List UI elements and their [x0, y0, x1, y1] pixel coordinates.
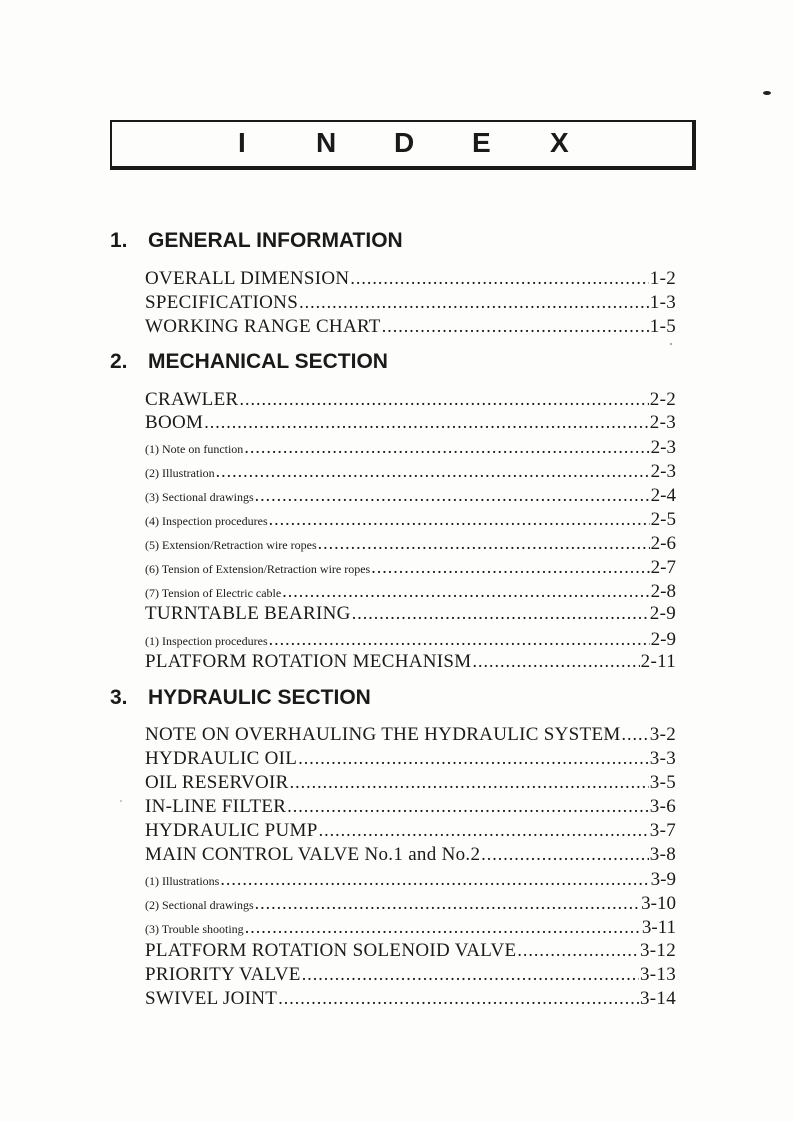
toc-entry[interactable] [145, 509, 676, 531]
scan-speck [763, 91, 771, 95]
section-number: 3. [110, 686, 128, 709]
entry-page: 2-3 [650, 437, 676, 458]
dot-leader [290, 772, 649, 793]
toc-entry[interactable] [145, 869, 676, 891]
toc-entry[interactable] [145, 316, 676, 338]
scan-speck [670, 343, 672, 345]
toc-entry[interactable] [145, 748, 676, 770]
entry-label: (3) Sectional drawings [145, 490, 254, 504]
dot-leader [472, 651, 639, 672]
entry-page: 2-8 [650, 581, 676, 602]
entry-label: PLATFORM ROTATION SOLENOID VALVE [145, 940, 517, 961]
entry-page: 3-13 [639, 964, 676, 985]
dot-leader [255, 485, 650, 506]
entry-label: OIL RESERVOIR [145, 772, 289, 793]
toc-entry[interactable] [145, 461, 676, 483]
toc-entry[interactable] [145, 629, 676, 651]
toc-entry[interactable] [145, 557, 676, 579]
entry-page: 2-5 [650, 509, 676, 530]
entry-label: (5) Extension/Retraction wire ropes [145, 538, 317, 552]
dot-leader [269, 509, 650, 530]
toc-entry[interactable] [145, 772, 676, 794]
dot-leader [278, 988, 639, 1009]
entry-page: 3-5 [649, 772, 676, 793]
dot-leader [282, 581, 649, 602]
entry-label: PRIORITY VALVE [145, 964, 301, 985]
entry-page: 2-6 [650, 533, 676, 554]
toc-entry[interactable] [145, 893, 676, 915]
title-letter: D [394, 127, 415, 158]
dot-leader [350, 268, 648, 289]
entry-page: 3-11 [641, 917, 676, 938]
dot-leader [318, 533, 650, 554]
entry-label: (1) Inspection procedures [145, 634, 268, 648]
entry-page: 2-3 [650, 461, 676, 482]
dot-leader [287, 796, 649, 817]
entry-page: 3-2 [649, 724, 676, 745]
entry-page: 3-14 [639, 988, 676, 1009]
title-letter: E [472, 127, 491, 158]
entry-page: 2-7 [650, 557, 676, 578]
entry-page: 3-12 [639, 940, 676, 961]
entry-label: OVERALL DIMENSION [145, 268, 350, 289]
entry-label: MAIN CONTROL VALVE No.1 and No.2 [145, 844, 481, 865]
dot-leader [204, 412, 649, 433]
toc-entry[interactable] [145, 964, 676, 986]
toc-entry[interactable] [145, 651, 676, 673]
toc-entry[interactable] [145, 485, 676, 507]
toc-entry[interactable] [145, 412, 676, 434]
entry-label: (2) Sectional drawings [145, 898, 254, 912]
entry-label: PLATFORM ROTATION MECHANISM [145, 651, 472, 672]
toc-entry[interactable] [145, 724, 676, 746]
toc-entry[interactable] [145, 389, 676, 411]
dot-leader [352, 603, 649, 624]
toc-entry[interactable] [145, 844, 676, 866]
section-number: 1. [110, 229, 128, 252]
entry-label: (6) Tension of Extension/Retraction wire ropes [145, 562, 371, 576]
section-heading-hydraulic [110, 686, 371, 710]
scan-speck [120, 800, 122, 802]
toc-entry[interactable] [145, 292, 676, 314]
entry-label: CRAWLER [145, 389, 239, 410]
dot-leader [371, 557, 649, 578]
toc-entry[interactable] [145, 581, 676, 603]
entry-label: (2) Illustration [145, 466, 215, 480]
entry-label: HYDRAULIC OIL [145, 748, 298, 769]
entry-label: HYDRAULIC PUMP [145, 820, 318, 841]
entry-label: SPECIFICATIONS [145, 292, 299, 313]
dot-leader [269, 629, 650, 650]
entry-page: 1-5 [649, 316, 676, 337]
toc-entry[interactable] [145, 533, 676, 555]
entry-page: 3-7 [649, 820, 676, 841]
entry-label: TURNTABLE BEARING [145, 603, 351, 624]
dot-leader [481, 844, 649, 865]
title-letter: X [550, 127, 569, 158]
entry-page: 3-3 [649, 748, 676, 769]
dot-leader [216, 461, 650, 482]
entry-page: 2-3 [649, 412, 676, 433]
toc-entry[interactable] [145, 796, 676, 818]
entry-page: 3-6 [649, 796, 676, 817]
entry-page: 2-9 [649, 603, 676, 624]
toc-entry[interactable] [145, 268, 676, 290]
entry-page: 1-2 [649, 268, 676, 289]
toc-entry[interactable] [145, 988, 676, 1010]
entry-label: (1) Illustrations [145, 874, 220, 888]
entry-page: 3-9 [650, 869, 676, 890]
dot-leader [517, 940, 639, 961]
entry-label: (1) Note on function [145, 442, 244, 456]
toc-entry[interactable] [145, 820, 676, 842]
entry-label: WORKING RANGE CHART [145, 316, 381, 337]
toc-entry[interactable] [145, 940, 676, 962]
entry-page: 2-4 [650, 485, 676, 506]
dot-leader [382, 316, 649, 337]
dot-leader [299, 292, 649, 313]
section-title: MECHANICAL SECTION [148, 350, 388, 373]
dot-leader [255, 893, 641, 914]
dot-leader [244, 437, 649, 458]
toc-entry[interactable] [145, 917, 676, 939]
entry-page: 2-11 [640, 651, 676, 672]
entry-label: IN-LINE FILTER [145, 796, 287, 817]
entry-label: (3) Trouble shooting [145, 922, 244, 936]
entry-page: 2-9 [650, 629, 676, 650]
entry-page: 2-2 [649, 389, 676, 410]
dot-leader [220, 869, 649, 890]
toc-entry[interactable] [145, 437, 676, 459]
section-heading-general [110, 229, 403, 253]
dot-leader [622, 724, 649, 745]
entry-label: SWIVEL JOINT [145, 988, 278, 1009]
title-letter: N [316, 127, 337, 158]
index-title [238, 123, 628, 163]
dot-leader [245, 917, 641, 938]
entry-label: BOOM [145, 412, 204, 433]
section-title: HYDRAULIC SECTION [148, 686, 371, 709]
dot-leader [319, 820, 649, 841]
dot-leader [298, 748, 649, 769]
entry-page: 3-10 [641, 893, 676, 914]
toc-entry[interactable] [145, 603, 676, 625]
dot-leader [239, 389, 648, 410]
entry-page: 3-8 [649, 844, 676, 865]
section-number: 2. [110, 350, 128, 373]
title-letter: I [238, 127, 246, 158]
entry-label: NOTE ON OVERHAULING THE HYDRAULIC SYSTEM [145, 724, 621, 745]
entry-label: (4) Inspection procedures [145, 514, 268, 528]
section-heading-mechanical [110, 350, 388, 374]
entry-page: 1-3 [649, 292, 676, 313]
section-title: GENERAL INFORMATION [148, 229, 403, 252]
dot-leader [302, 964, 639, 985]
entry-label: (7) Tension of Electric cable [145, 586, 282, 600]
